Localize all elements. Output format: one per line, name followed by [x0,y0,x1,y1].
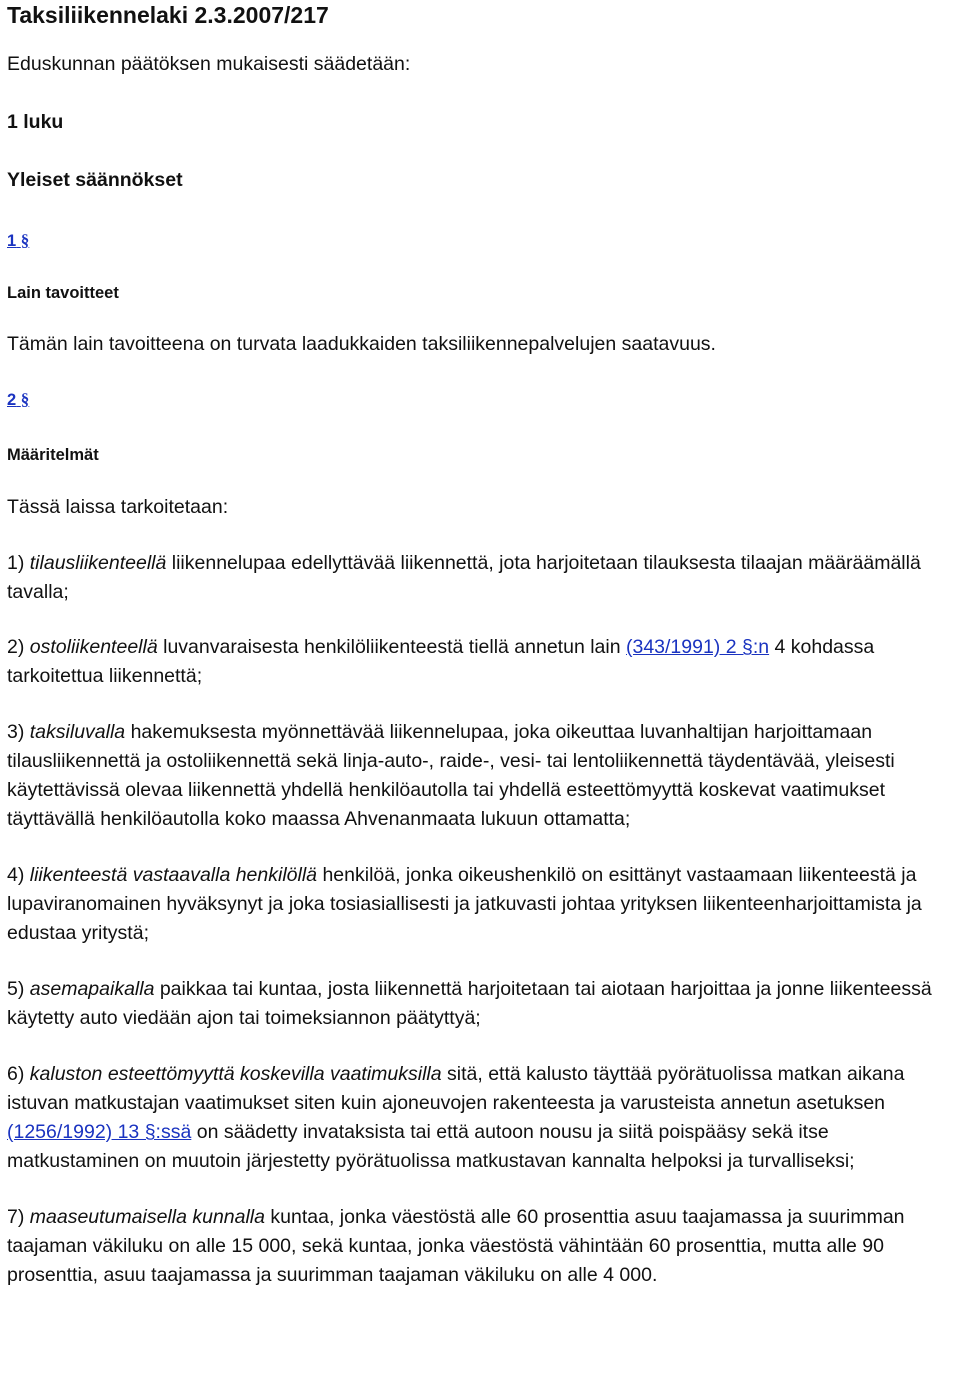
enactment-clause: Eduskunnan päätöksen mukaisesti säädetään: [7,53,411,75]
definition-item-1: 1) tilausliikenteellä liikennelupaa edellyttävää liikennettä, jota harjoitetaan tilauksesta tilaajan määräämällä tavalla; [7,552,921,603]
definition-term: liikenteestä vastaavalla henkilöllä [29,864,318,886]
chapter-number: 1 luku [7,111,64,133]
definition-item-7: 7) maaseutumaisella kunnalla kuntaa, jonka väestöstä alle 60 prosenttia asuu taajamassa ja suurimman taajaman väkiluku on alle 15 000, sekä kuntaa, jonka väestöstä vähintään 60 prosenttia, mutta alle 90 prosenttia, asuu taajamassa ja suurimman taajaman väkiluku on alle 4 000. [7,1206,905,1286]
definition-term: kaluston esteettömyyttä koskevilla vaatimuksilla [29,1063,442,1085]
section-2-link[interactable]: 2 § [7,390,30,409]
document-title: Taksiliikennelaki 2.3.2007/217 [7,2,329,28]
section-2-number [7,388,960,412]
definition-item-4: 4) liikenteestä vastaavalla henkilöllä henkilöä, jonka oikeushenkilö on esittänyt vastaamaan liikenteestä ja lupaviranomainen hyväksynyt ja joka tosiasiallisesti ja jatkuvasti johtaa yrityksen liikenteenharjoittamista ja edustaa yritystä; [7,864,922,944]
section-2-intro: Tässä laissa tarkoitetaan: [7,496,229,518]
section-1-text: Tämän lain tavoitteena on turvata laadukkaiden taksiliikennepalvelujen saatavuus. [7,333,716,355]
definition-item-2: 2) ostoliikenteellä luvanvaraisesta henkilöliikenteestä tiellä annetun lain (343/1991) 2 §:n 4 kohdassa tarkoitettua liikennettä; [7,636,875,687]
definition-item-6: 6) kaluston esteettömyyttä koskevilla vaatimuksilla sitä, että kalusto täyttää pyörätuolissa matkan aikana istuvan matkustajan vaatimukset siten kuin ajoneuvojen rakenteesta ja varusteista annetun asetuksen (1256/1992) 13 §:ssä on säädetty invataksista tai että autoon nousu ja siitä poispääsy sekä itse matkustaminen on muutoin järjestetty pyörätuolissa matkustavan kannalta helpoksi ja turvalliseksi; [7,1063,905,1172]
definition-term: tilausliikenteellä [29,552,167,574]
section-1-number [7,229,960,253]
section-2-heading: Määritelmät [7,446,99,464]
document [7,0,960,1290]
law-reference-link[interactable]: (1256/1992) 13 §:ssä [7,1121,192,1143]
law-reference-link[interactable]: (343/1991) 2 §:n [625,636,770,658]
section-1-link[interactable]: 1 § [7,231,30,250]
chapter-title: Yleiset säännökset [7,169,183,191]
definition-term: maaseutumaisella kunnalla [29,1206,265,1228]
definition-term: ostoliikenteellä [29,636,158,658]
definition-term: taksiluvalla [29,721,126,743]
definition-item-5: 5) asemapaikalla paikkaa tai kuntaa, josta liikennettä harjoitetaan tai aiotaan harjoittaa ja jonne liikenteessä käytetty auto viedään ajon tai toimeksiannon päätyttyä; [7,978,932,1029]
definition-term: asemapaikalla [29,978,155,1000]
section-1-heading: Lain tavoitteet [7,284,119,302]
definition-item-3: 3) taksiluvalla hakemuksesta myönnettävää liikennelupaa, joka oikeuttaa luvanhaltijan harjoittamaan tilausliikennettä ja ostoliikennettä sekä linja-auto-, raide-, vesi- tai lentoliikennettä täydentävää, yleisesti käytettävissä olevaa liikennettä yhdellä henkilöautolla tai yhdellä esteettömyyttä koskevat vaatimukset täyttävällä henkilöautolla koko maassa Ahvenanmaata lukuun ottamatta; [7,721,895,830]
